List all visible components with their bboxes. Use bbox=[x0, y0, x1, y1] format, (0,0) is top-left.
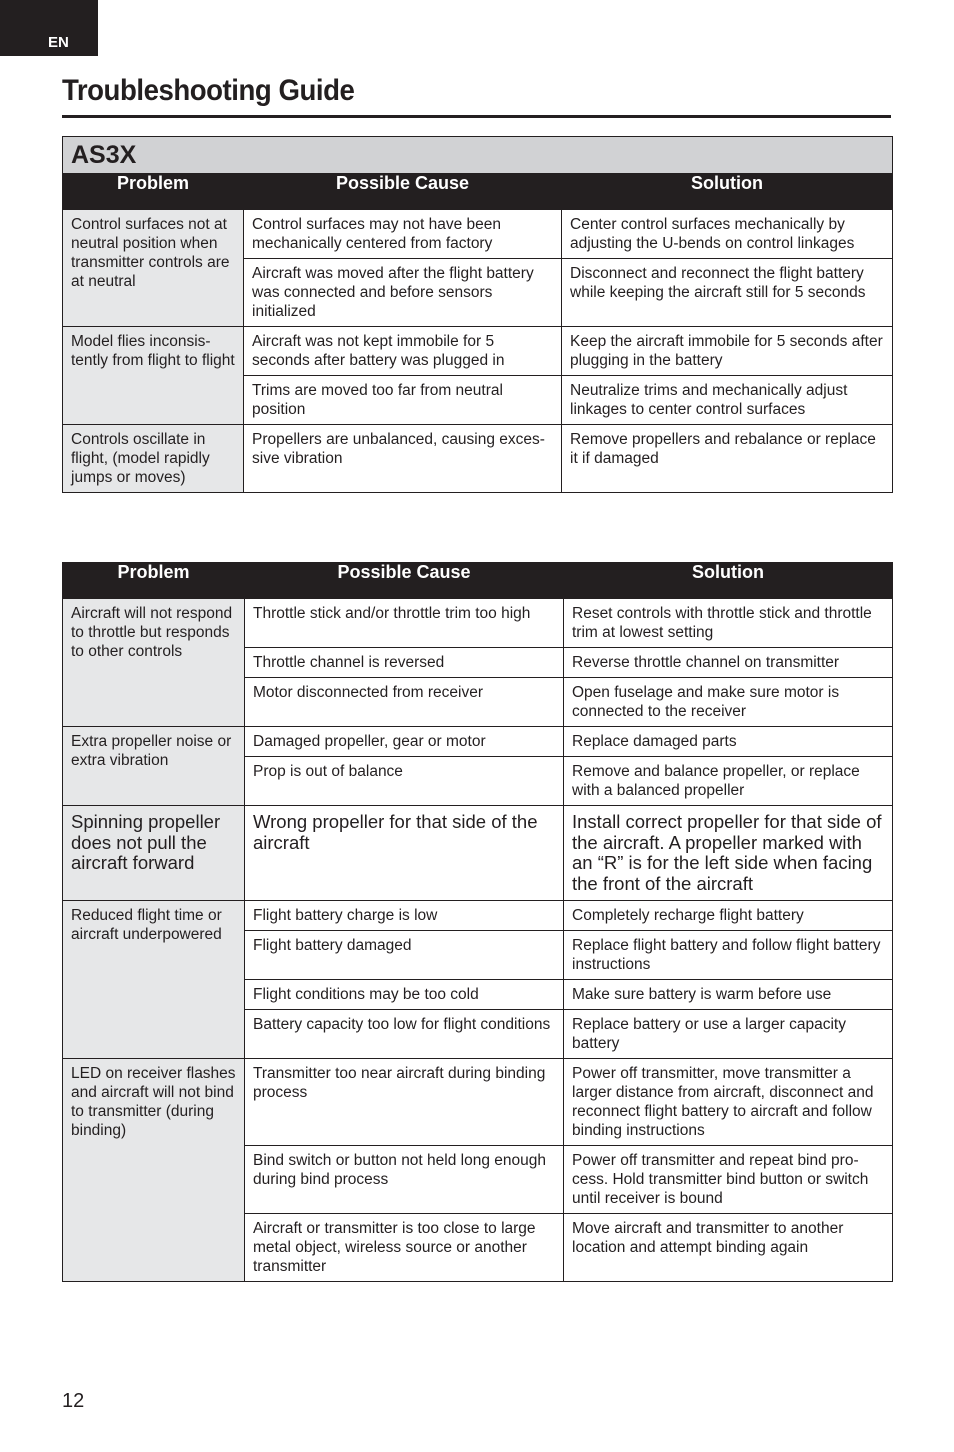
cause-cell: Flight battery charge is low bbox=[245, 901, 564, 931]
solution-cell: Power off transmitter, move transmitter a larger distance from aircraft, disconnect and reconnect flight battery to aircraft and follow binding instructions bbox=[564, 1059, 893, 1146]
page-number: 12 bbox=[62, 1390, 85, 1412]
solution-cell: Make sure battery is warm before use bbox=[564, 980, 893, 1010]
table-row bbox=[63, 901, 893, 931]
solution-cell: Center control surfaces mechanically by adjusting the U-bends on control linkages bbox=[562, 210, 893, 259]
section-header-row bbox=[63, 137, 893, 174]
title-divider bbox=[62, 115, 891, 118]
problem-cell: Extra propeller noise or extra vibration bbox=[63, 727, 245, 806]
table-row bbox=[63, 327, 893, 376]
solution-cell: Install correct propeller for that side of the aircraft. A propeller marked with an “R” is for the left side when facing the front of the aircraft bbox=[564, 806, 893, 901]
problem-cell: Aircraft will not respond to throttle but responds to other controls bbox=[63, 599, 245, 727]
solution-cell: Remove and balance propeller, or replace with a balanced propeller bbox=[564, 757, 893, 806]
column-header-problem: Problem bbox=[63, 563, 245, 599]
table-row bbox=[63, 425, 893, 493]
cause-cell: Damaged propeller, gear or motor bbox=[245, 727, 564, 757]
problem-cell: Spinning propeller does not pull the aircraft forward bbox=[63, 806, 245, 901]
solution-cell: Reverse throttle channel on transmitter bbox=[564, 648, 893, 678]
cause-cell: Battery capacity too low for flight conditions bbox=[245, 1010, 564, 1059]
cause-cell: Bind switch or button not held long enough during bind process bbox=[245, 1146, 564, 1214]
problem-cell: Model flies inconsis-tently from flight to flight bbox=[63, 327, 244, 425]
cause-cell: Flight battery damaged bbox=[245, 931, 564, 980]
language-tab: EN bbox=[0, 0, 98, 56]
section-title: AS3X bbox=[63, 137, 893, 174]
page-title: Troubleshooting Guide bbox=[62, 74, 355, 107]
cause-cell: Wrong propeller for that side of the aircraft bbox=[245, 806, 564, 901]
cause-cell: Control surfaces may not have been mechanically centered from factory bbox=[244, 210, 562, 259]
problem-cell: Controls oscillate in flight, (model rapidly jumps or moves) bbox=[63, 425, 244, 493]
cause-cell: Trims are moved too far from neutral position bbox=[244, 376, 562, 425]
cause-cell: Propellers are unbalanced, causing exces-sive vibration bbox=[244, 425, 562, 493]
cause-cell: Aircraft was not kept immobile for 5 seconds after battery was plugged in bbox=[244, 327, 562, 376]
solution-cell: Replace battery or use a larger capacity battery bbox=[564, 1010, 893, 1059]
solution-cell: Reset controls with throttle stick and throttle trim at lowest setting bbox=[564, 599, 893, 648]
solution-cell: Neutralize trims and mechanically adjust linkages to center control surfaces bbox=[562, 376, 893, 425]
column-header-row bbox=[63, 174, 893, 210]
solution-cell: Remove propellers and rebalance or replace it if damaged bbox=[562, 425, 893, 493]
cause-cell: Prop is out of balance bbox=[245, 757, 564, 806]
problem-cell: Reduced flight time or aircraft underpowered bbox=[63, 901, 245, 1059]
column-header-cause: Possible Cause bbox=[245, 563, 564, 599]
cause-cell: Throttle channel is reversed bbox=[245, 648, 564, 678]
column-header-solution: Solution bbox=[564, 563, 893, 599]
column-header-problem: Problem bbox=[63, 174, 244, 210]
table-row bbox=[63, 210, 893, 259]
solution-cell: Replace flight battery and follow flight battery instructions bbox=[564, 931, 893, 980]
column-header-row bbox=[63, 563, 893, 599]
solution-cell: Disconnect and reconnect the flight battery while keeping the aircraft still for 5 seconds bbox=[562, 259, 893, 327]
cause-cell: Aircraft was moved after the flight battery was connected and before sensors initialized bbox=[244, 259, 562, 327]
solution-cell: Keep the aircraft immobile for 5 seconds after plugging in the battery bbox=[562, 327, 893, 376]
solution-cell: Move aircraft and transmitter to another location and attempt binding again bbox=[564, 1214, 893, 1282]
cause-cell: Motor disconnected from receiver bbox=[245, 678, 564, 727]
table-row bbox=[63, 1059, 893, 1146]
problem-cell: LED on receiver flashes and aircraft will not bind to transmitter (during binding) bbox=[63, 1059, 245, 1282]
as3x-troubleshooting-table bbox=[62, 136, 893, 493]
table-row bbox=[63, 599, 893, 648]
solution-cell: Power off transmitter and repeat bind pro-cess. Hold transmitter bind button or switch until receiver is bound bbox=[564, 1146, 893, 1214]
problem-cell: Control surfaces not at neutral position when transmitter controls are at neutral bbox=[63, 210, 244, 327]
cause-cell: Flight conditions may be too cold bbox=[245, 980, 564, 1010]
general-troubleshooting-table bbox=[62, 562, 893, 1282]
solution-cell: Completely recharge flight battery bbox=[564, 901, 893, 931]
cause-cell: Throttle stick and/or throttle trim too high bbox=[245, 599, 564, 648]
cause-cell: Aircraft or transmitter is too close to large metal object, wireless source or another transmitter bbox=[245, 1214, 564, 1282]
solution-cell: Open fuselage and make sure motor is connected to the receiver bbox=[564, 678, 893, 727]
column-header-cause: Possible Cause bbox=[244, 174, 562, 210]
solution-cell: Replace damaged parts bbox=[564, 727, 893, 757]
column-header-solution: Solution bbox=[562, 174, 893, 210]
table-row bbox=[63, 806, 893, 901]
cause-cell: Transmitter too near aircraft during binding process bbox=[245, 1059, 564, 1146]
table-row bbox=[63, 727, 893, 757]
